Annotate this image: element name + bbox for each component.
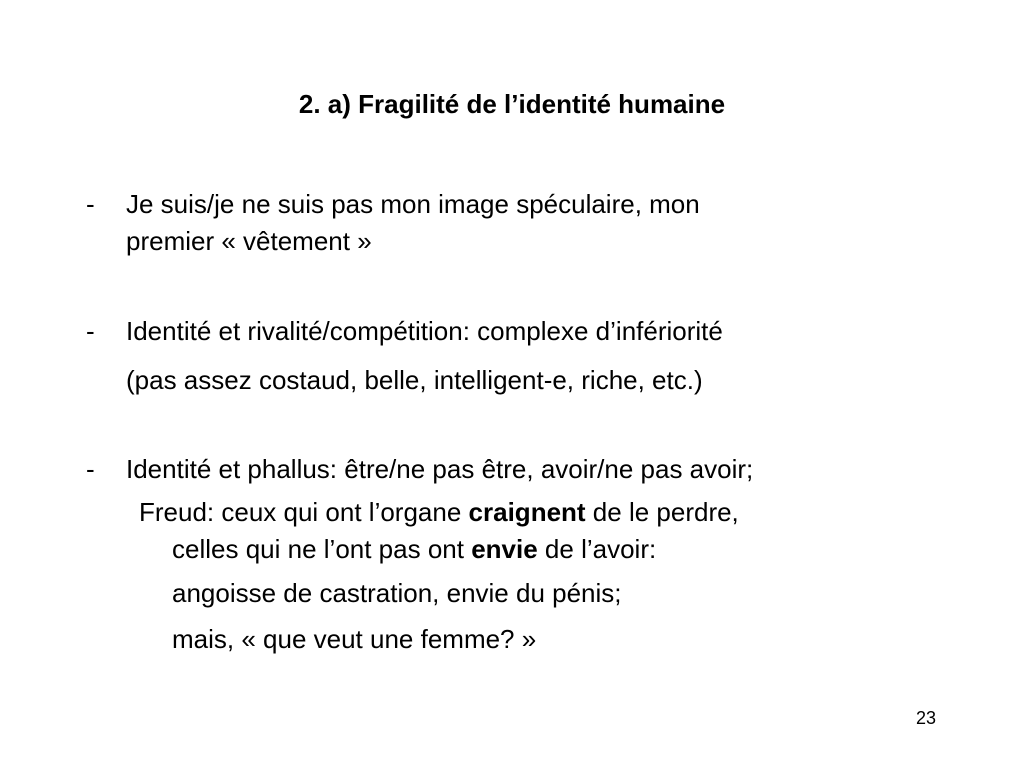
freud-line-1-end: de le perdre, <box>585 497 739 527</box>
bullet-1-line-1: Je suis/je ne suis pas mon image spéculaire, mon <box>126 189 700 219</box>
bullet-marker-1: - <box>86 189 95 219</box>
emphasis-envie: envie <box>471 534 538 564</box>
freud-line-3: angoisse de castration, envie du pénis; <box>172 578 622 608</box>
freud-line-2-start: celles qui ne l’ont pas ont <box>172 534 472 564</box>
page-number: 23 <box>915 708 936 728</box>
bullet-3-line-1: Identité et phallus: être/ne pas être, avoir/ne pas avoir; <box>126 454 754 484</box>
slide-title: 2. a) Fragilité de l’identité humaine <box>298 89 726 119</box>
freud-line-2-end: de l’avoir: <box>537 534 657 564</box>
freud-line-1-start: Freud: ceux qui ont l’organe <box>139 497 469 527</box>
bullet-2-line-1: Identité et rivalité/compétition: complexe d’infériorité <box>126 316 723 346</box>
bullet-2-line-2: (pas assez costaud, belle, intelligent-e, riche, etc.) <box>126 365 703 395</box>
freud-line-4: mais, « que veut une femme? » <box>172 624 537 654</box>
bullet-1-line-2: premier « vêtement » <box>126 226 372 256</box>
bullet-marker-2: - <box>86 316 95 346</box>
freud-line-2 <box>172 531 656 567</box>
freud-line-1 <box>139 494 739 530</box>
bullet-marker-3: - <box>86 454 95 484</box>
emphasis-craignent: craignent <box>468 497 586 527</box>
